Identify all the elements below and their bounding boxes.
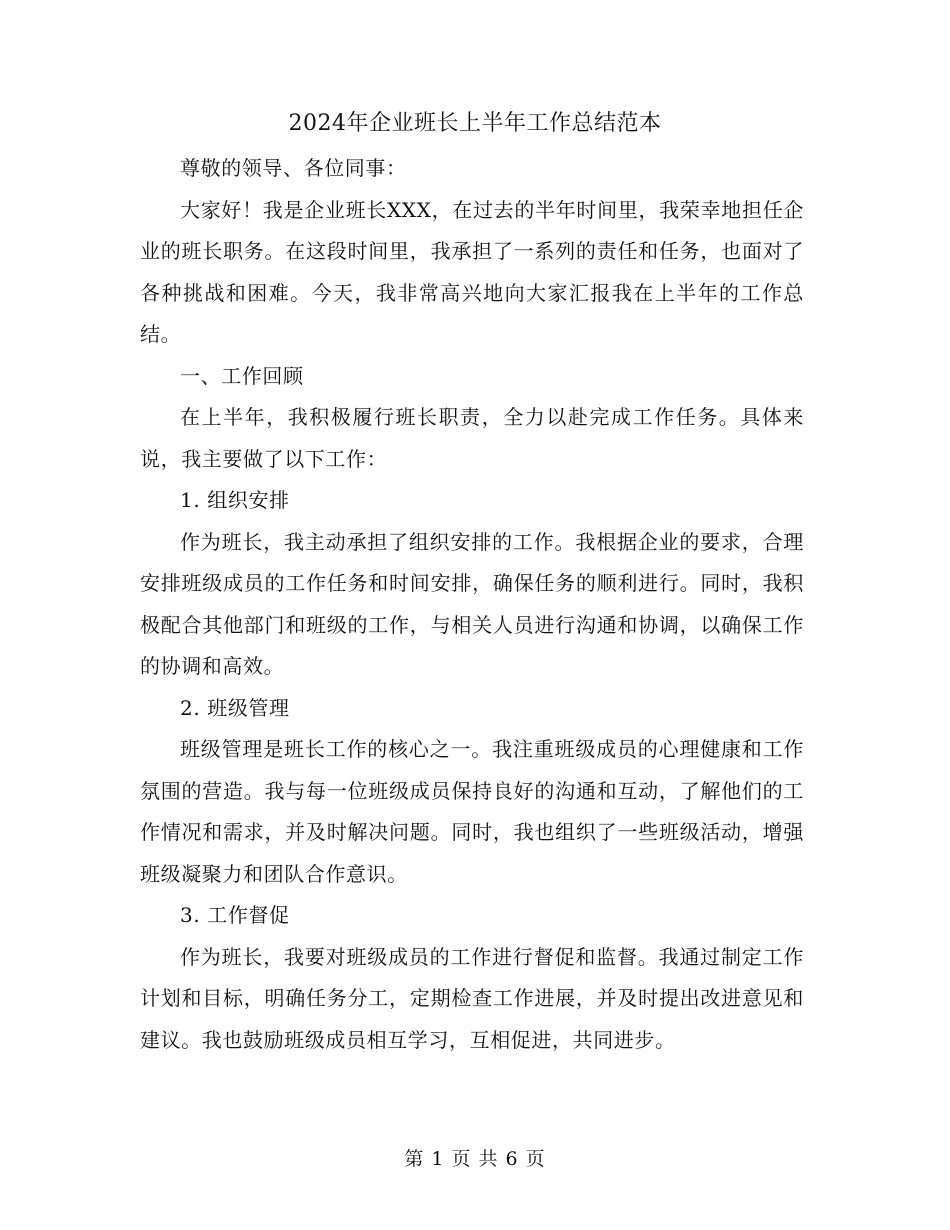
paragraph-salutation: 尊敬的领导、各位同事： — [180, 156, 407, 180]
paragraph-organization: 作为班长，我主动承担了组织安排的工作。我根据企业的要求，合理安排班级成员的工作任务和时间安排，确保任务的顺利进行。同时，我积极配合其他部门和班级的工作，与相关人员进行沟通和协调，以确保工作的协调和高效。 — [140, 529, 804, 678]
subheading-organization: 1. 组织安排 — [180, 488, 290, 512]
paragraph-supervision: 作为班长，我要对班级成员的工作进行督促和监督。我通过制定工作计划和目标，明确任务分工，定期检查工作进展，并及时提出改进意见和建议。我也鼓励班级成员相互学习，互相促进，共同进步。 — [140, 944, 804, 1052]
subheading-supervision: 3. 工作督促 — [180, 903, 290, 927]
subheading-class-management: 2. 班级管理 — [180, 695, 290, 720]
document-title: 2024年企业班长上半年工作总结范本 — [288, 111, 662, 136]
paragraph-class-management: 班级管理是班长工作的核心之一。我注重班级成员的心理健康和工作氛围的营造。我与每一位班级成员保持良好的沟通和互动，了解他们的工作情况和需求，并及时解决问题。同时，我也组织了一些班级活动，增强班级凝聚力和团队合作意识。 — [140, 737, 804, 886]
paragraph-intro: 大家好！我是企业班长XXX，在过去的半年时间里，我荣幸地担任企业的班长职务。在这段时间里，我承担了一系列的责任和任务，也面对了各种挑战和困难。今天，我非常高兴地向大家汇报我在上半年的工作总结。 — [140, 197, 804, 346]
paragraph-review-summary: 在上半年，我积极履行班长职责，全力以赴完成工作任务。具体来说，我主要做了以下工作： — [140, 405, 804, 471]
document-body — [140, 148, 804, 1061]
section-heading-review: 一、工作回顾 — [180, 363, 304, 388]
page-footer: 第 1 页 共 6 页 — [404, 1148, 546, 1170]
